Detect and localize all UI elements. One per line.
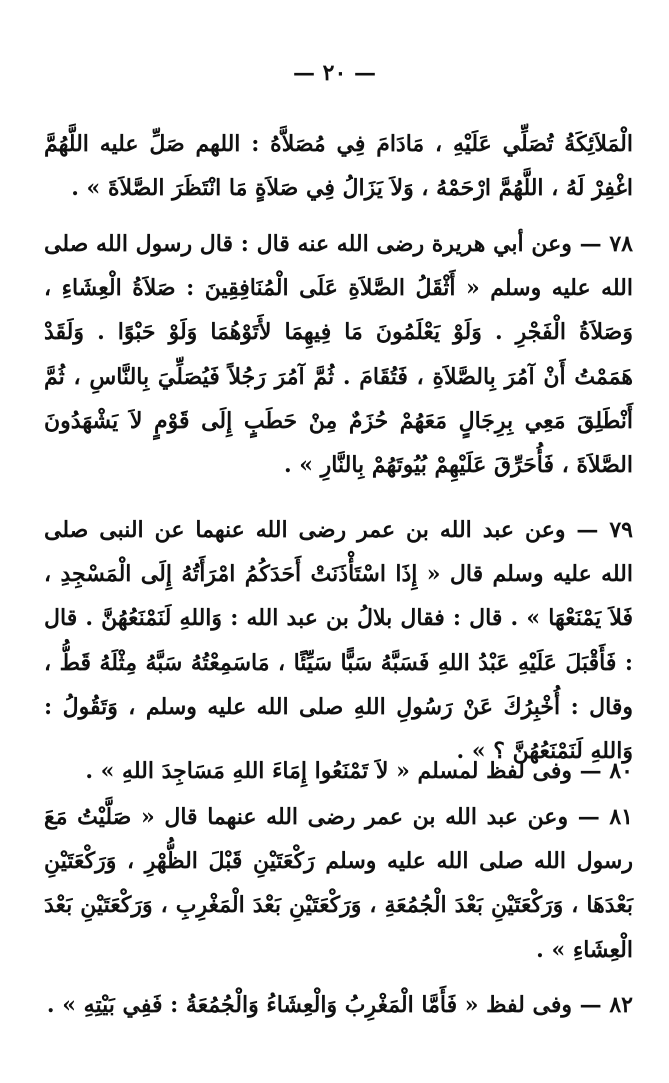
hadith-82 (44, 983, 633, 1027)
hadith-text: — وعن عبد الله بن عمر رضى الله عنهما قال « صَلَّيْتُ مَعَ رسول الله صلى الله عليه وسلم رَكْعَتَيْنِ قَبْلَ الظُّهْرِ ، وَرَكْعَتَيْنِ بَعْدَهَا ، وَرَكْعَتَيْنِ بَعْدَ الْجُمُعَةِ ، وَرَكْعَتَيْنِ بَعْدَ الْمَغْرِبِ ، وَرَكْعَتَيْنِ بَعْدَ الْعِشَاءِ » . (44, 804, 633, 963)
paragraph-continuation (44, 122, 633, 210)
hadith-number: ٨١ (609, 804, 633, 830)
page-number: — ٢٠ — (293, 60, 376, 86)
hadith-82-body (44, 983, 633, 1027)
hadith-text: — وعن عبد الله بن عمر رضى الله عنهما عن النبى صلى الله عليه وسلم قال « إِذَا اسْتَأْذَنَتْ أَحَدَكُمُ امْرَأَتُهُ إِلَى الْمَسْجِدِ ، فَلاَ يَمْنَعْهَا » . قال : فقال بلالُ بن عبد الله : وَاللهِ لَنَمْنَعُهُنَّ . قال : فَأَقْبَلَ عَلَيْهِ عَبْدُ اللهِ فَسَبَّهُ سَبًّا سَيِّئًا ، مَاسَمِعْتُهُ سَبَّهُ مِثْلَهُ قَطُّ ، وقال : أُخْبِرُكَ عَنْ رَسُولِ اللهِ صلى الله عليه وسلم ، وَتَقُولُ : وَاللهِ لَنَمْنَعُهُنَّ ؟ » . (44, 517, 633, 765)
hadith-text: — وفى لفظ « فَأَمَّا الْمَغْرِبُ وَالْعِشَاءُ وَالْجُمُعَةُ : فَفِي بَيْتِهِ » . (46, 992, 602, 1018)
hadith-78 (44, 222, 633, 487)
hadith-text: — وعن أبي هريرة رضى الله عنه قال : قال رسول الله صلى الله عليه وسلم « أَثْقَلُ الصَّلاَةِ عَلَى الْمُنَافِقِينَ : صَلاَةُ الْعِشَاءِ ، وَصَلاَةُ الْفَجْرِ . وَلَوْ يَعْلَمُونَ مَا فِيهِمَا لأَتَوْهُمَا وَلَوْ حَبْوًا . وَلَقَدْ هَمَمْتُ أَنْ آمُرَ بِالصَّلاَةِ ، فَتُقَامَ . ثُمَّ آمُرَ رَجُلاً فَيُصَلِّيَ بِالنَّاسِ ، ثُمَّ أَنْطَلِقَ مَعِي بِرِجَالٍ مَعَهُمْ حُزَمٌ مِنْ حَطَبٍ إِلَى قَوْمٍ لاَ يَشْهَدُونَ الصَّلاَةَ ، فَأُحَرِّقَ عَلَيْهِمْ بُيُوتَهُمْ بِالنَّارِ » . (44, 231, 633, 479)
hadith-79 (44, 508, 633, 773)
hadith-number: ٧٨ (609, 231, 633, 257)
hadith-81-body (44, 795, 633, 972)
hadith-80 (44, 749, 633, 793)
hadith-81 (44, 795, 633, 972)
hadith-number: ٨٢ (609, 992, 633, 1018)
hadith-number: ٨٠ (609, 758, 633, 784)
hadith-79-body (44, 508, 633, 773)
hadith-number: ٧٩ (609, 517, 633, 543)
hadith-text: — وفى لفظ لمسلم « لاَ تَمْنَعُوا إِمَاءَ اللهِ مَسَاجِدَ اللهِ » . (85, 758, 602, 784)
hadith-80-body (44, 749, 633, 793)
paragraph-text: الْمَلاَئِكَةُ تُصَلِّي عَلَيْهِ ، مَادَامَ فِي مُصَلاَّهُ : اللهم صَلِّ عليه اللَّهُمَّ اغْفِرْ لَهُ ، اللَّهُمَّ ارْحَمْهُ ، وَلاَ يَزَالُ فِي صَلاَةٍ مَا انْتَظَرَ الصَّلاَةَ » . (44, 131, 633, 202)
hadith-78-body (44, 222, 633, 487)
